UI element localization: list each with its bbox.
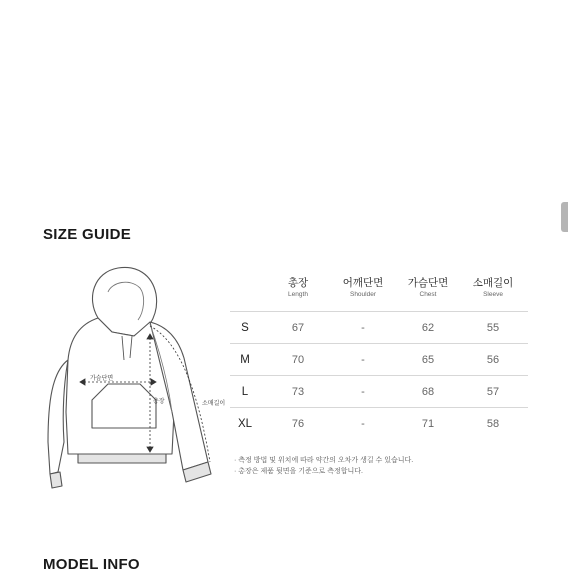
header-length: 총장 Length	[287, 277, 309, 298]
header-sleeve: 소매길이 Sleeve	[472, 277, 514, 298]
header-chest: 가슴단면 Chest	[407, 277, 449, 298]
model-info-title: MODEL INFO	[43, 556, 140, 573]
note-line: · 총장은 제품 뒷면을 기준으로 측정합니다.	[234, 468, 363, 475]
scrollbar-thumb[interactable]	[561, 202, 568, 232]
sleeve-label: 소매길이	[202, 400, 226, 407]
table-row: M 70 - 65 56	[240, 354, 500, 366]
header-shoulder: 어깨단면 Shoulder	[342, 277, 384, 298]
hoodie-diagram	[38, 262, 228, 492]
table-row: XL 76 - 71 58	[237, 418, 500, 430]
table-row: L 73 - 68 57	[241, 386, 500, 398]
table-row: S 67 - 62 55	[241, 322, 500, 334]
size-guide-title: SIZE GUIDE	[43, 226, 132, 243]
note-line: · 측정 방법 및 위치에 따라 약간의 오차가 생길 수 있습니다.	[234, 457, 414, 464]
chest-label: 가슴단면	[90, 375, 114, 382]
length-label: 총장	[153, 398, 165, 405]
size-notes	[234, 455, 413, 477]
